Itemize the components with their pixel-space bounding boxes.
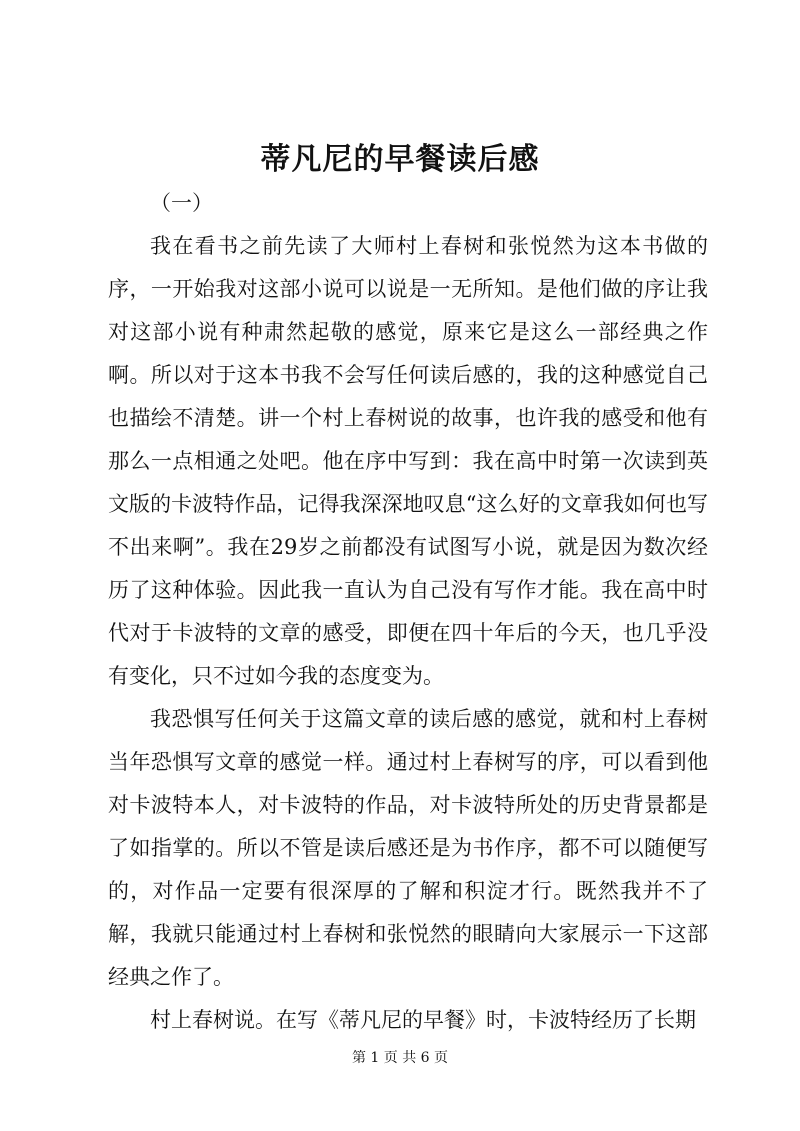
paragraph-3: 村上春树说。在写《蒂凡尼的早餐》时，卡波特经历了长期 xyxy=(150,1008,696,1032)
page-footer: 第 1 页 共 6 页 xyxy=(351,1050,449,1066)
section-marker: （一） xyxy=(150,191,213,215)
document-title: 蒂凡尼的早餐读后感 xyxy=(260,142,540,177)
paragraph-2: 我恐惧写任何关于这篇文章的读后感的感觉，就和村上春树当年恐惧写文章的感觉一样。通过村上春树写的序，可以看到他对卡波特本人，对卡波特的作品，对卡波特所处的历史背景都是了如指掌的。所以不管是读后感还是为书作序，都不可以随便写的，对作品一定要有很深厚的了解和积淀才行。既然我并不了解，我就只能通过村上春树和张悦然的眼睛向大家展示一下这部经典之作了。 xyxy=(108,707,708,989)
document-body xyxy=(108,182,708,1042)
paragraph-1: 我在看书之前先读了大师村上春树和张悦然为这本书做的序，一开始我对这部小说可以说是一无所知。是他们做的序让我对这部小说有种肃然起敬的感觉，原来它是这么一部经典之作啊。所以对于这本书我不会写任何读后感的，我的这种感觉自己也描绘不清楚。讲一个村上春树说的故事，也许我的感受和他有那么一点相通之处吧。他在序中写到：我在高中时第一次读到英文版的卡波特作品，记得我深深地叹息“这么好的文章我如何也写不出来啊”。我在29岁之前都没有试图写小说，就是因为数次经历了这种体验。因此我一直认为自己没有写作才能。我在高中时代对于卡波特的文章的感受，即便在四十年后的今天，也几乎没有变化，只不过如今我的态度变为。 xyxy=(108,234,708,688)
